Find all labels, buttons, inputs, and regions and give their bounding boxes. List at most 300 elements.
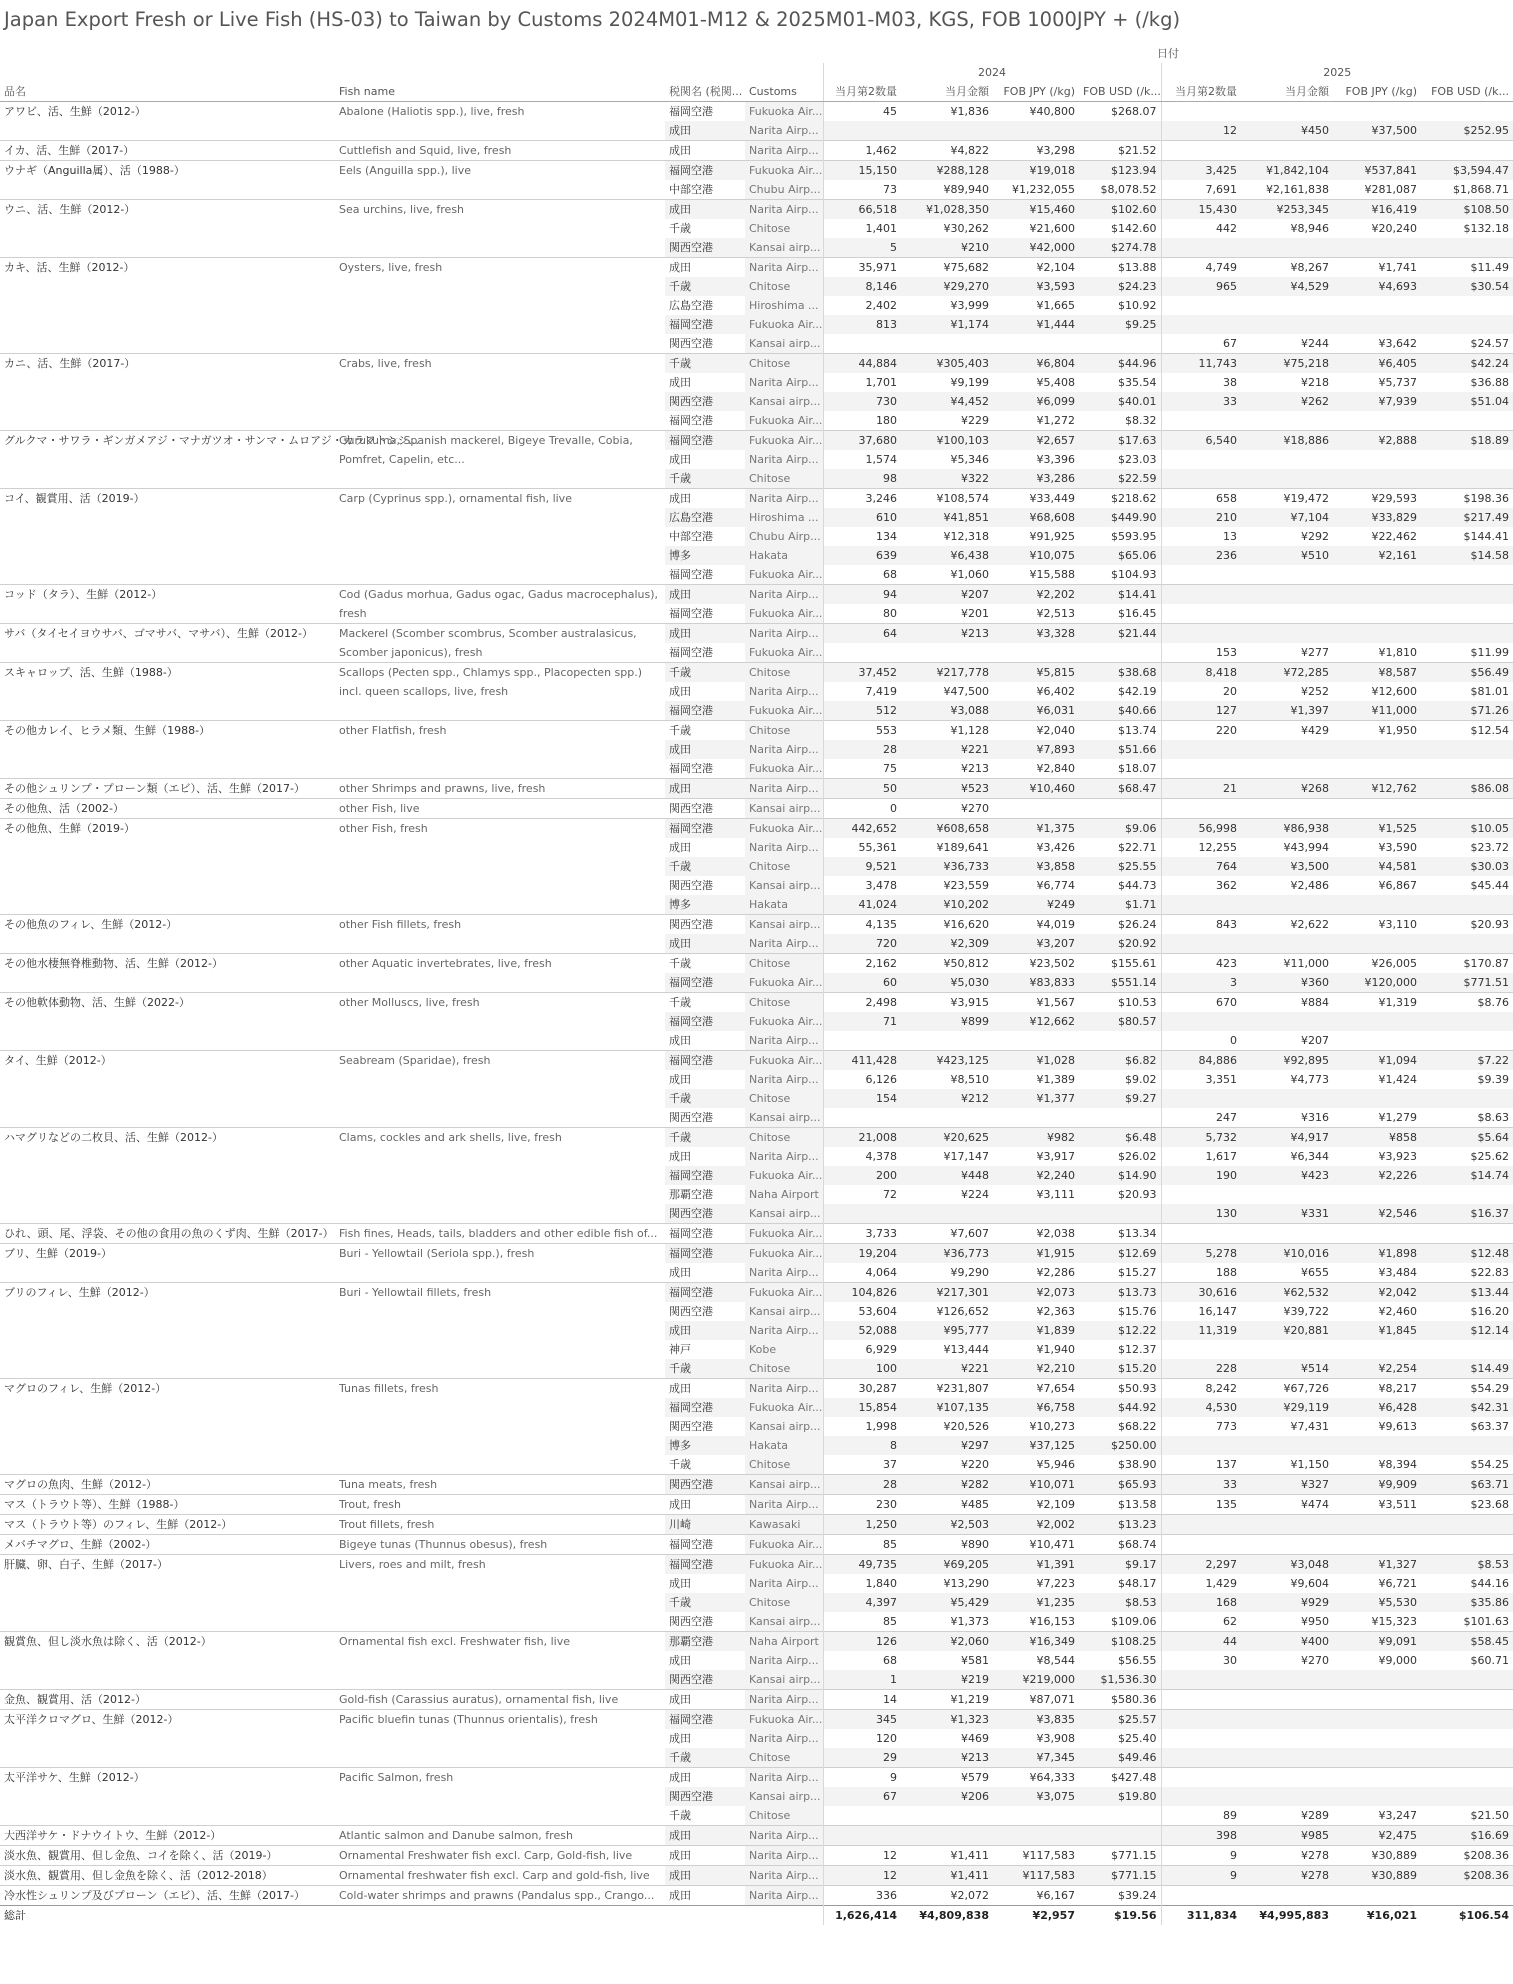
fob-usd-2025-cell[interactable]: $18.89 bbox=[1421, 431, 1513, 451]
fob-usd-2024-cell[interactable]: $23.03 bbox=[1118, 453, 1157, 466]
customs-cell[interactable]: Kansai airp... bbox=[745, 1612, 823, 1632]
fob-usd-2025-cell[interactable]: $132.18 bbox=[1463, 222, 1509, 235]
qty-2024-cell[interactable] bbox=[823, 1108, 901, 1128]
fob-jpy-2025-cell[interactable]: ¥1,327 bbox=[1333, 1555, 1421, 1575]
amount-2025-cell[interactable] bbox=[1241, 799, 1333, 819]
customs-cell[interactable]: Fukuoka Air... bbox=[745, 161, 823, 181]
customs-jp-cell[interactable]: 千歳 bbox=[665, 857, 745, 876]
qty-2025-cell[interactable]: 153 bbox=[1161, 643, 1241, 663]
fob-jpy-2025-cell[interactable]: ¥8,587 bbox=[1333, 663, 1421, 683]
fob-usd-2024-cell[interactable]: $12.37 bbox=[1118, 1343, 1157, 1356]
fish-name-cell[interactable]: Eels (Anguilla spp.), live bbox=[335, 161, 665, 200]
qty-2025-cell[interactable] bbox=[1161, 740, 1241, 759]
customs-cell[interactable]: Narita Airp... bbox=[745, 1768, 823, 1788]
fish-name-cell[interactable]: Scallops (Pecten spp., Chlamys spp., Placopecten spp.) incl. queen scallops, live, fresh bbox=[335, 663, 665, 721]
fob-jpy-2024-cell[interactable]: ¥1,235 bbox=[993, 1593, 1079, 1612]
amount-2024-cell[interactable] bbox=[901, 121, 993, 141]
fob-jpy-2024-cell[interactable]: ¥91,925 bbox=[1029, 530, 1075, 543]
fob-usd-2024-cell[interactable]: $427.48 bbox=[1079, 1768, 1161, 1788]
fob-usd-2024-cell[interactable]: $10.53 bbox=[1079, 993, 1161, 1013]
fob-usd-2024-cell[interactable]: $551.14 bbox=[1079, 973, 1161, 993]
fob-jpy-2025-cell[interactable]: ¥6,405 bbox=[1333, 354, 1421, 374]
customs-cell[interactable]: Fukuoka Air... bbox=[745, 643, 823, 663]
customs-jp-cell[interactable]: 福岡空港 bbox=[669, 607, 713, 620]
fob-jpy-2025-cell[interactable] bbox=[1333, 1690, 1421, 1710]
fob-usd-2024-cell[interactable]: $68.47 bbox=[1079, 779, 1161, 799]
fob-jpy-2024-cell[interactable]: ¥21,600 bbox=[1029, 222, 1075, 235]
fob-usd-2025-cell[interactable] bbox=[1421, 740, 1513, 759]
customs-cell[interactable]: Narita Airp... bbox=[745, 489, 823, 509]
qty-2024-cell[interactable]: 2,162 bbox=[823, 954, 901, 974]
fob-jpy-2024-cell[interactable]: ¥3,207 bbox=[993, 934, 1079, 954]
qty-2024-cell[interactable]: 52,088 bbox=[823, 1321, 901, 1340]
amount-2024-cell[interactable]: ¥16,620 bbox=[901, 915, 993, 935]
fob-jpy-2024-cell[interactable]: ¥68,608 bbox=[993, 508, 1079, 527]
fish-name-cell[interactable]: Trout, fresh bbox=[335, 1495, 665, 1515]
customs-jp-cell[interactable]: 関西空港 bbox=[665, 915, 745, 935]
fob-usd-2025-cell[interactable]: $8.53 bbox=[1421, 1555, 1513, 1575]
qty-2025-cell[interactable]: 764 bbox=[1161, 857, 1241, 876]
amount-2024-cell[interactable]: ¥5,346 bbox=[950, 453, 989, 466]
qty-2025-cell[interactable]: 130 bbox=[1161, 1204, 1241, 1224]
customs-jp-cell[interactable]: 成田 bbox=[665, 1826, 745, 1846]
amount-2024-cell[interactable]: ¥189,641 bbox=[936, 841, 989, 854]
item-jp-cell[interactable]: ハマグリなどの二枚貝、活、生鮮（2012-） bbox=[0, 1128, 335, 1224]
customs-jp-cell[interactable]: 千歳 bbox=[669, 222, 691, 235]
amount-2025-cell[interactable] bbox=[1241, 1670, 1333, 1690]
customs-jp-cell[interactable]: 関西空港 bbox=[665, 1204, 745, 1224]
fob-jpy-2025-cell[interactable]: ¥20,240 bbox=[1371, 222, 1417, 235]
qty-2024-cell[interactable]: 45 bbox=[823, 102, 901, 122]
fish-name-cell[interactable]: Pacific Salmon, fresh bbox=[335, 1768, 665, 1826]
qty-2025-cell[interactable] bbox=[1161, 141, 1241, 161]
fob-usd-2025-cell[interactable] bbox=[1421, 315, 1513, 334]
qty-2024-cell[interactable]: 85 bbox=[823, 1612, 901, 1632]
amount-2025-cell[interactable] bbox=[1241, 895, 1333, 915]
amount-2024-cell[interactable]: ¥1,373 bbox=[950, 1615, 989, 1628]
customs-jp-cell[interactable]: 関西空港 bbox=[669, 337, 713, 350]
amount-2024-cell[interactable]: ¥30,262 bbox=[943, 222, 989, 235]
qty-2025-cell[interactable]: 127 bbox=[1161, 701, 1241, 721]
qty-2024-cell[interactable] bbox=[823, 1204, 901, 1224]
fish-name-cell[interactable]: Sea urchins, live, fresh bbox=[335, 200, 665, 258]
total-qty-2024[interactable]: 1,626,414 bbox=[823, 1906, 901, 1926]
fob-jpy-2024-cell[interactable]: ¥5,815 bbox=[993, 663, 1079, 683]
fob-jpy-2024-cell[interactable]: ¥1,915 bbox=[993, 1244, 1079, 1264]
customs-jp-cell[interactable]: 広島空港 bbox=[665, 508, 745, 527]
fob-usd-2025-cell[interactable]: $9.39 bbox=[1477, 1073, 1509, 1086]
qty-2025-cell[interactable] bbox=[1161, 296, 1241, 315]
amount-2024-cell[interactable]: ¥13,444 bbox=[943, 1343, 989, 1356]
fob-jpy-2024-cell[interactable]: ¥1,272 bbox=[1036, 414, 1075, 427]
fob-usd-2025-cell[interactable]: $208.36 bbox=[1421, 1846, 1513, 1866]
amount-2025-cell[interactable]: ¥985 bbox=[1241, 1826, 1333, 1846]
fob-jpy-2025-cell[interactable]: ¥1,424 bbox=[1378, 1073, 1417, 1086]
amount-2024-cell[interactable]: ¥2,503 bbox=[901, 1515, 993, 1535]
fob-usd-2025-cell[interactable]: $144.41 bbox=[1463, 530, 1509, 543]
fish-name-cell[interactable]: Gurukuma, Spanish mackerel, Bigeye Trevalle, Cobia, Pomfret, Capelin, etc... bbox=[335, 431, 665, 489]
fob-usd-2025-cell[interactable]: $42.31 bbox=[1421, 1398, 1513, 1417]
amount-2024-cell[interactable] bbox=[901, 334, 993, 354]
amount-2024-cell[interactable]: ¥89,940 bbox=[943, 183, 989, 196]
qty-2024-cell[interactable]: 49,735 bbox=[823, 1555, 901, 1575]
qty-2024-cell[interactable]: 15,854 bbox=[823, 1398, 901, 1417]
fob-usd-2025-cell[interactable]: $14.58 bbox=[1421, 546, 1513, 565]
fob-usd-2025-cell[interactable]: $10.05 bbox=[1421, 819, 1513, 839]
qty-2024-cell[interactable]: 8,146 bbox=[823, 277, 901, 296]
qty-2025-cell[interactable] bbox=[1161, 934, 1241, 954]
fob-usd-2025-cell[interactable] bbox=[1421, 1768, 1513, 1788]
item-jp-cell[interactable]: マグロのフィレ、生鮮（2012-） bbox=[0, 1379, 335, 1475]
amount-2024-cell[interactable]: ¥3,915 bbox=[901, 993, 993, 1013]
amount-2025-cell[interactable]: ¥8,267 bbox=[1241, 258, 1333, 278]
fob-jpy-2025-cell[interactable]: ¥1,094 bbox=[1333, 1051, 1421, 1071]
fob-jpy-2025-cell[interactable] bbox=[1333, 1670, 1421, 1690]
fob-jpy-2024-cell[interactable]: ¥7,223 bbox=[1036, 1577, 1075, 1590]
fob-jpy-2024-cell[interactable]: ¥10,460 bbox=[993, 779, 1079, 799]
item-jp-cell[interactable]: その他軟体動物、活、生鮮（2022-） bbox=[0, 993, 335, 1051]
qty-2025-cell[interactable]: 228 bbox=[1161, 1359, 1241, 1379]
qty-2024-cell[interactable]: 75 bbox=[823, 759, 901, 779]
customs-jp-cell[interactable]: 成田 bbox=[669, 1073, 691, 1086]
qty-2025-cell[interactable]: 4,530 bbox=[1161, 1398, 1241, 1417]
qty-2024-cell[interactable] bbox=[823, 1826, 901, 1846]
fob-jpy-2024-cell[interactable]: ¥7,893 bbox=[993, 740, 1079, 759]
fob-usd-2025-cell[interactable]: $56.49 bbox=[1421, 663, 1513, 683]
qty-2025-cell[interactable]: 4,749 bbox=[1161, 258, 1241, 278]
qty-2024-cell[interactable]: 1,998 bbox=[823, 1417, 901, 1436]
col-header-fob-usd-2025[interactable]: FOB USD (/k... bbox=[1421, 82, 1513, 102]
fob-usd-2025-cell[interactable] bbox=[1421, 1729, 1513, 1748]
fob-usd-2024-cell[interactable]: $771.15 bbox=[1079, 1866, 1161, 1886]
fob-jpy-2024-cell[interactable]: ¥10,471 bbox=[993, 1535, 1079, 1555]
qty-2024-cell[interactable]: 100 bbox=[823, 1359, 901, 1379]
fob-jpy-2024-cell[interactable]: ¥3,917 bbox=[1036, 1150, 1075, 1163]
customs-cell[interactable]: Hakata bbox=[745, 895, 823, 915]
amount-2024-cell[interactable]: ¥9,199 bbox=[950, 376, 989, 389]
customs-cell[interactable]: Fukuoka Air... bbox=[745, 604, 823, 624]
fob-jpy-2025-cell[interactable] bbox=[1333, 238, 1421, 258]
amount-2025-cell[interactable] bbox=[1241, 1729, 1333, 1748]
qty-2025-cell[interactable] bbox=[1161, 585, 1241, 605]
amount-2024-cell[interactable]: ¥210 bbox=[901, 238, 993, 258]
fob-usd-2024-cell[interactable] bbox=[1079, 643, 1161, 663]
fish-name-cell[interactable]: Cold-water shrimps and prawns (Pandalus spp., Crango... bbox=[335, 1886, 665, 1906]
qty-2025-cell[interactable]: 84,886 bbox=[1161, 1051, 1241, 1071]
amount-2025-cell[interactable]: ¥950 bbox=[1301, 1615, 1329, 1628]
fob-jpy-2025-cell[interactable]: ¥22,462 bbox=[1371, 530, 1417, 543]
amount-2025-cell[interactable]: ¥4,917 bbox=[1241, 1128, 1333, 1148]
qty-2024-cell[interactable]: 639 bbox=[823, 546, 901, 565]
fob-usd-2024-cell[interactable]: $26.24 bbox=[1079, 915, 1161, 935]
amount-2025-cell[interactable]: ¥278 bbox=[1241, 1846, 1333, 1866]
customs-jp-cell[interactable]: 成田 bbox=[665, 585, 745, 605]
fob-usd-2024-cell[interactable]: $18.07 bbox=[1118, 762, 1157, 775]
qty-2024-cell[interactable]: 4,378 bbox=[823, 1147, 901, 1166]
customs-cell[interactable]: Narita Airp... bbox=[745, 1574, 823, 1593]
customs-cell[interactable]: Narita Airp... bbox=[745, 258, 823, 278]
amount-2024-cell[interactable]: ¥221 bbox=[901, 740, 993, 759]
qty-2025-cell[interactable]: 33 bbox=[1161, 392, 1241, 411]
customs-jp-cell[interactable]: 福岡空港 bbox=[665, 315, 745, 334]
amount-2025-cell[interactable] bbox=[1241, 759, 1333, 779]
fob-usd-2024-cell[interactable]: $39.24 bbox=[1079, 1886, 1161, 1906]
qty-2025-cell[interactable]: 1,617 bbox=[1161, 1147, 1241, 1166]
fob-usd-2024-cell[interactable]: $12.22 bbox=[1079, 1321, 1161, 1340]
item-jp-cell[interactable]: ブリのフィレ、生鮮（2012-） bbox=[0, 1283, 335, 1379]
total-qty-2025[interactable]: 311,834 bbox=[1161, 1906, 1241, 1926]
fob-usd-2024-cell[interactable]: $9.02 bbox=[1125, 1073, 1157, 1086]
fob-jpy-2024-cell[interactable]: ¥10,273 bbox=[1029, 1420, 1075, 1433]
fob-usd-2025-cell[interactable] bbox=[1421, 759, 1513, 779]
amount-2025-cell[interactable]: ¥20,881 bbox=[1241, 1321, 1333, 1340]
fob-usd-2025-cell[interactable]: $13.44 bbox=[1421, 1283, 1513, 1303]
fob-jpy-2025-cell[interactable]: ¥1,279 bbox=[1378, 1111, 1417, 1124]
qty-2025-cell[interactable] bbox=[1161, 1340, 1241, 1359]
fob-usd-2024-cell[interactable]: $268.07 bbox=[1079, 102, 1161, 122]
fob-usd-2024-cell[interactable]: $123.94 bbox=[1079, 161, 1161, 181]
qty-2024-cell[interactable]: 610 bbox=[823, 508, 901, 527]
item-jp-cell[interactable]: スキャロップ、活、生鮮（1988-） bbox=[0, 663, 335, 721]
amount-2024-cell[interactable] bbox=[901, 1204, 993, 1224]
fob-jpy-2025-cell[interactable] bbox=[1333, 1768, 1421, 1788]
fob-jpy-2025-cell[interactable]: ¥12,600 bbox=[1371, 685, 1417, 698]
customs-jp-cell[interactable]: 成田 bbox=[665, 1768, 745, 1788]
customs-cell[interactable]: Kansai airp... bbox=[745, 1787, 823, 1806]
fob-usd-2024-cell[interactable]: $21.52 bbox=[1079, 141, 1161, 161]
col-header-fob-jpy-2024[interactable]: FOB JPY (/kg) bbox=[993, 82, 1079, 102]
qty-2025-cell[interactable]: 3,425 bbox=[1161, 161, 1241, 181]
customs-cell[interactable]: Chitose bbox=[745, 1455, 823, 1475]
customs-jp-cell[interactable]: 那覇空港 bbox=[669, 1188, 713, 1201]
item-jp-cell[interactable]: マグロの魚肉、生鮮（2012-） bbox=[0, 1475, 335, 1495]
col-header-qty-2024[interactable]: 当月第2数量 bbox=[823, 82, 901, 102]
item-jp-cell[interactable]: 太平洋サケ、生鮮（2012-） bbox=[0, 1768, 335, 1826]
fish-name-cell[interactable]: Ornamental fish excl. Freshwater fish, live bbox=[335, 1632, 665, 1690]
amount-2025-cell[interactable]: ¥929 bbox=[1241, 1593, 1333, 1612]
fob-jpy-2024-cell[interactable]: ¥33,449 bbox=[993, 489, 1079, 509]
amount-2024-cell[interactable]: ¥8,510 bbox=[950, 1073, 989, 1086]
customs-jp-cell[interactable]: 福岡空港 bbox=[669, 568, 713, 581]
qty-2025-cell[interactable] bbox=[1161, 1535, 1241, 1555]
fob-usd-2024-cell[interactable]: $22.59 bbox=[1079, 469, 1161, 489]
amount-2024-cell[interactable]: ¥1,219 bbox=[901, 1690, 993, 1710]
fob-usd-2025-cell[interactable]: $54.25 bbox=[1470, 1458, 1509, 1471]
customs-cell[interactable]: Naha Airport bbox=[745, 1632, 823, 1652]
customs-cell[interactable]: Chitose bbox=[745, 1359, 823, 1379]
fob-usd-2024-cell[interactable]: $1,536.30 bbox=[1079, 1670, 1161, 1690]
fob-jpy-2025-cell[interactable]: ¥1,319 bbox=[1333, 993, 1421, 1013]
amount-2025-cell[interactable]: ¥331 bbox=[1241, 1204, 1333, 1224]
item-jp-cell[interactable]: グルクマ・サワラ・ギンガメアジ・マナガツオ・サンマ・ムロアジ・カラフトシシ... bbox=[0, 431, 335, 489]
fob-jpy-2024-cell[interactable]: ¥117,583 bbox=[993, 1846, 1079, 1866]
customs-jp-cell[interactable]: 福岡空港 bbox=[665, 1012, 745, 1031]
fob-usd-2025-cell[interactable]: $54.29 bbox=[1421, 1379, 1513, 1399]
amount-2024-cell[interactable]: ¥20,526 bbox=[943, 1420, 989, 1433]
fish-name-cell[interactable]: other Flatfish, fresh bbox=[335, 721, 665, 779]
qty-2024-cell[interactable]: 29 bbox=[823, 1748, 901, 1768]
fob-usd-2024-cell[interactable]: $25.55 bbox=[1079, 857, 1161, 876]
customs-cell[interactable]: Narita Airp... bbox=[745, 1031, 823, 1051]
fob-usd-2025-cell[interactable]: $24.57 bbox=[1470, 337, 1509, 350]
fob-usd-2025-cell[interactable]: $771.51 bbox=[1421, 973, 1513, 993]
customs-cell[interactable]: Chitose bbox=[745, 721, 823, 741]
fob-jpy-2024-cell[interactable] bbox=[993, 1204, 1079, 1224]
customs-cell[interactable]: Hakata bbox=[745, 1436, 823, 1455]
customs-jp-cell[interactable]: 関西空港 bbox=[669, 1420, 713, 1433]
customs-cell[interactable]: Chitose bbox=[745, 954, 823, 974]
qty-2024-cell[interactable]: 71 bbox=[823, 1012, 901, 1031]
qty-2024-cell[interactable]: 1,701 bbox=[823, 373, 901, 392]
qty-2025-cell[interactable] bbox=[1161, 411, 1241, 431]
fob-usd-2024-cell[interactable]: $14.41 bbox=[1079, 585, 1161, 605]
customs-jp-cell[interactable]: 成田 bbox=[669, 1732, 691, 1745]
item-jp-cell[interactable]: ひれ、頭、尾、浮袋、その他の食用の魚のくず肉、生鮮（2017-） bbox=[0, 1224, 335, 1244]
qty-2024-cell[interactable] bbox=[823, 643, 901, 663]
customs-jp-cell[interactable]: 千歳 bbox=[669, 1458, 691, 1471]
customs-jp-cell[interactable]: 成田 bbox=[669, 841, 691, 854]
qty-2024-cell[interactable]: 94 bbox=[823, 585, 901, 605]
fob-usd-2024-cell[interactable]: $6.82 bbox=[1079, 1051, 1161, 1071]
fob-jpy-2025-cell[interactable] bbox=[1333, 315, 1421, 334]
fob-usd-2025-cell[interactable] bbox=[1421, 1012, 1513, 1031]
fob-jpy-2024-cell[interactable]: ¥2,002 bbox=[993, 1515, 1079, 1535]
qty-2025-cell[interactable]: 16,147 bbox=[1161, 1302, 1241, 1321]
fob-usd-2024-cell[interactable] bbox=[1079, 1108, 1161, 1128]
fob-jpy-2024-cell[interactable]: ¥2,040 bbox=[993, 721, 1079, 741]
fob-jpy-2025-cell[interactable]: ¥2,888 bbox=[1333, 431, 1421, 451]
fob-jpy-2024-cell[interactable]: ¥2,202 bbox=[993, 585, 1079, 605]
qty-2024-cell[interactable]: 50 bbox=[823, 779, 901, 799]
amount-2025-cell[interactable]: ¥1,397 bbox=[1241, 701, 1333, 721]
qty-2025-cell[interactable]: 9 bbox=[1161, 1846, 1241, 1866]
qty-2025-cell[interactable] bbox=[1161, 1012, 1241, 1031]
amount-2025-cell[interactable]: ¥3,500 bbox=[1241, 857, 1333, 876]
amount-2025-cell[interactable]: ¥67,726 bbox=[1241, 1379, 1333, 1399]
fob-usd-2025-cell[interactable]: $11.99 bbox=[1470, 646, 1509, 659]
fob-usd-2024-cell[interactable]: $48.17 bbox=[1118, 1577, 1157, 1590]
customs-jp-cell[interactable]: 福岡空港 bbox=[669, 646, 713, 659]
fob-jpy-2025-cell[interactable]: ¥11,000 bbox=[1333, 701, 1421, 721]
fob-jpy-2025-cell[interactable]: ¥1,898 bbox=[1333, 1244, 1421, 1264]
customs-cell[interactable]: Kansai airp... bbox=[745, 238, 823, 258]
amount-2025-cell[interactable] bbox=[1241, 411, 1333, 431]
fob-usd-2025-cell[interactable]: $12.48 bbox=[1421, 1244, 1513, 1264]
qty-2025-cell[interactable] bbox=[1161, 759, 1241, 779]
fob-jpy-2025-cell[interactable]: ¥2,042 bbox=[1333, 1283, 1421, 1303]
qty-2024-cell[interactable]: 44,884 bbox=[823, 354, 901, 374]
qty-2024-cell[interactable]: 15,150 bbox=[823, 161, 901, 181]
customs-cell[interactable]: Fukuoka Air... bbox=[745, 1555, 823, 1575]
fob-usd-2024-cell[interactable]: $15.76 bbox=[1118, 1305, 1157, 1318]
fob-jpy-2025-cell[interactable]: ¥3,642 bbox=[1378, 337, 1417, 350]
customs-cell[interactable]: Narita Airp... bbox=[745, 624, 823, 644]
amount-2024-cell[interactable] bbox=[901, 1108, 993, 1128]
qty-2024-cell[interactable]: 104,826 bbox=[823, 1283, 901, 1303]
qty-2024-cell[interactable]: 9 bbox=[823, 1768, 901, 1788]
amount-2025-cell[interactable] bbox=[1241, 1515, 1333, 1535]
customs-cell[interactable]: Narita Airp... bbox=[745, 779, 823, 799]
qty-2025-cell[interactable]: 2,297 bbox=[1161, 1555, 1241, 1575]
fob-jpy-2025-cell[interactable]: ¥6,428 bbox=[1333, 1398, 1421, 1417]
qty-2024-cell[interactable]: 53,604 bbox=[823, 1302, 901, 1321]
qty-2024-cell[interactable]: 1,462 bbox=[823, 141, 901, 161]
customs-cell[interactable]: Chitose bbox=[745, 1593, 823, 1612]
amount-2024-cell[interactable]: ¥1,411 bbox=[901, 1866, 993, 1886]
qty-2025-cell[interactable] bbox=[1161, 1886, 1241, 1906]
qty-2025-cell[interactable] bbox=[1161, 1089, 1241, 1108]
amount-2025-cell[interactable]: ¥270 bbox=[1301, 1654, 1329, 1667]
customs-jp-cell[interactable]: 関西空港 bbox=[669, 1305, 713, 1318]
fob-usd-2024-cell[interactable] bbox=[1079, 1806, 1161, 1826]
qty-2025-cell[interactable] bbox=[1161, 450, 1241, 469]
customs-jp-cell[interactable]: 福岡空港 bbox=[669, 762, 713, 775]
fob-usd-2024-cell[interactable]: $40.66 bbox=[1079, 701, 1161, 721]
fob-jpy-2024-cell[interactable]: ¥40,800 bbox=[993, 102, 1079, 122]
qty-2024-cell[interactable]: 230 bbox=[823, 1495, 901, 1515]
qty-2024-cell[interactable]: 64 bbox=[823, 624, 901, 644]
qty-2025-cell[interactable] bbox=[1161, 1768, 1241, 1788]
fob-jpy-2025-cell[interactable] bbox=[1333, 1748, 1421, 1768]
fob-usd-2025-cell[interactable] bbox=[1421, 624, 1513, 644]
fob-jpy-2025-cell[interactable]: ¥3,923 bbox=[1378, 1150, 1417, 1163]
fob-usd-2025-cell[interactable]: $16.20 bbox=[1470, 1305, 1509, 1318]
customs-cell[interactable]: Fukuoka Air... bbox=[745, 1012, 823, 1031]
customs-jp-cell[interactable]: 成田 bbox=[669, 1150, 691, 1163]
fish-name-cell[interactable]: Mackerel (Scomber scombrus, Scomber australasicus, Scomber japonicus), fresh bbox=[335, 624, 665, 663]
customs-jp-cell[interactable]: 博多 bbox=[665, 895, 745, 915]
fob-jpy-2024-cell[interactable]: ¥3,328 bbox=[993, 624, 1079, 644]
fob-jpy-2024-cell[interactable]: ¥7,345 bbox=[993, 1748, 1079, 1768]
fob-jpy-2025-cell[interactable]: ¥3,511 bbox=[1333, 1495, 1421, 1515]
amount-2025-cell[interactable]: ¥39,722 bbox=[1283, 1305, 1329, 1318]
amount-2024-cell[interactable]: ¥50,812 bbox=[901, 954, 993, 974]
fob-usd-2025-cell[interactable]: $45.44 bbox=[1470, 879, 1509, 892]
fob-usd-2025-cell[interactable] bbox=[1421, 1031, 1513, 1051]
amount-2024-cell[interactable]: ¥2,309 bbox=[901, 934, 993, 954]
amount-2024-cell[interactable]: ¥221 bbox=[901, 1359, 993, 1379]
fob-usd-2024-cell[interactable]: $20.93 bbox=[1118, 1188, 1157, 1201]
qty-2025-cell[interactable]: 30,616 bbox=[1161, 1283, 1241, 1303]
customs-jp-cell[interactable]: 千歳 bbox=[665, 663, 745, 683]
fob-usd-2024-cell[interactable]: $19.80 bbox=[1079, 1787, 1161, 1806]
item-jp-cell[interactable]: その他水棲無脊椎動物、活、生鮮（2012-） bbox=[0, 954, 335, 993]
fob-jpy-2025-cell[interactable]: ¥3,247 bbox=[1378, 1809, 1417, 1822]
fob-usd-2024-cell[interactable]: $65.93 bbox=[1079, 1475, 1161, 1495]
item-jp-cell[interactable]: メバチマグロ、生鮮（2002-） bbox=[0, 1535, 335, 1555]
fob-jpy-2025-cell[interactable]: ¥9,000 bbox=[1378, 1654, 1417, 1667]
fob-usd-2024-cell[interactable]: $108.25 bbox=[1079, 1632, 1161, 1652]
item-jp-cell[interactable]: 冷水性シュリンプ及びプローン（エビ）、活、生鮮（2017-） bbox=[0, 1886, 335, 1906]
amount-2024-cell[interactable]: ¥36,773 bbox=[901, 1244, 993, 1264]
amount-2025-cell[interactable]: ¥1,150 bbox=[1290, 1458, 1329, 1471]
customs-cell[interactable]: Fukuoka Air... bbox=[745, 565, 823, 585]
fob-jpy-2025-cell[interactable]: ¥2,460 bbox=[1378, 1305, 1417, 1318]
fob-jpy-2025-cell[interactable]: ¥3,590 bbox=[1378, 841, 1417, 854]
qty-2024-cell[interactable]: 3,246 bbox=[823, 489, 901, 509]
fob-jpy-2025-cell[interactable]: ¥30,889 bbox=[1333, 1846, 1421, 1866]
customs-cell[interactable]: Narita Airp... bbox=[745, 1379, 823, 1399]
qty-2024-cell[interactable] bbox=[823, 334, 901, 354]
amount-2025-cell[interactable]: ¥253,345 bbox=[1241, 200, 1333, 220]
customs-cell[interactable]: Fukuoka Air... bbox=[745, 1283, 823, 1303]
qty-2025-cell[interactable]: 442 bbox=[1161, 219, 1241, 238]
amount-2025-cell[interactable]: ¥7,104 bbox=[1241, 508, 1333, 527]
fob-jpy-2025-cell[interactable]: ¥281,087 bbox=[1364, 183, 1417, 196]
amount-2024-cell[interactable]: ¥2,072 bbox=[901, 1886, 993, 1906]
col-header-customs-jp[interactable]: 税関名 (税関... bbox=[665, 82, 745, 102]
qty-2024-cell[interactable]: 28 bbox=[823, 740, 901, 759]
